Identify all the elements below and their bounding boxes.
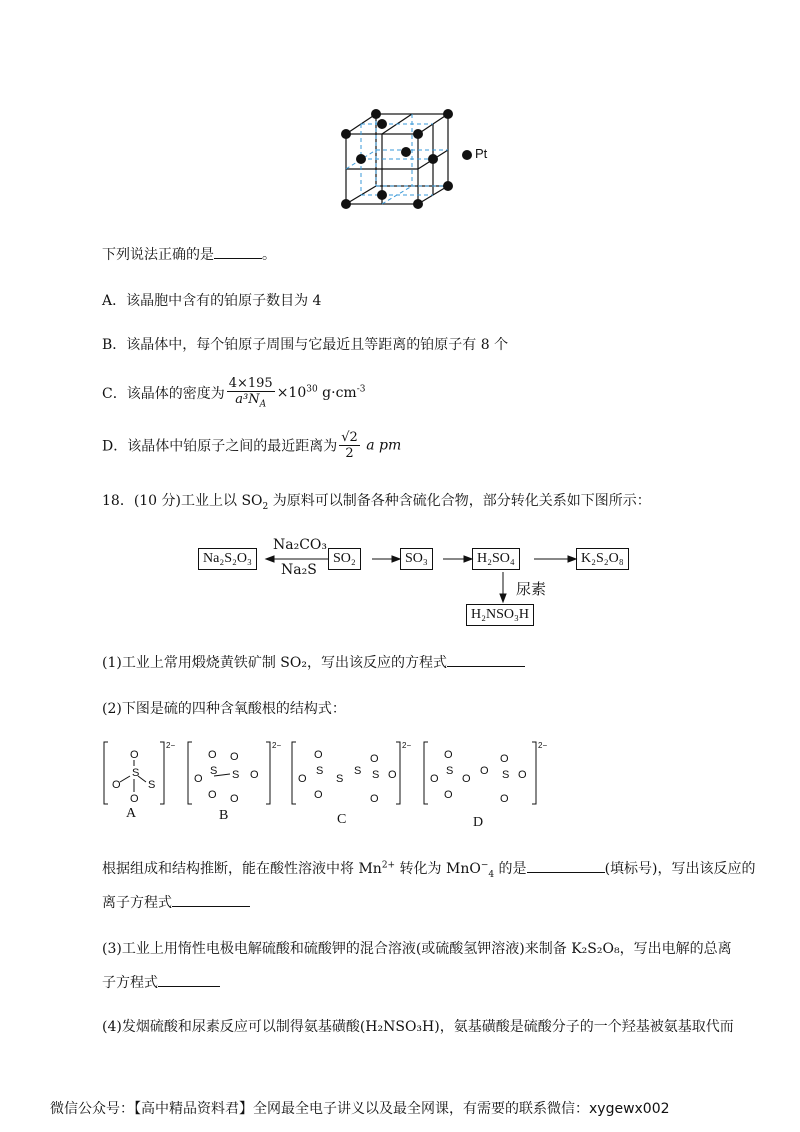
svg-text:O: O — [250, 769, 259, 781]
svg-text:S: S — [132, 767, 140, 779]
svg-text:O: O — [388, 769, 397, 781]
q18-part2b: 根据组成和结构推断，能在酸性溶液中将 $Mn^{2+}$ 转化为 MnO−$_4$ 的是 (填标号)，写出该反应的 — [102, 860, 756, 880]
q18-part2c: 离子方程式 — [102, 892, 250, 912]
svg-text:O: O — [430, 773, 439, 785]
svg-text:2−: 2− — [402, 741, 412, 750]
svg-text:O: O — [208, 749, 217, 761]
q17-option-d: D．该晶体中铂原子之间的最近距离为 $\frac{√2}{2}$ a pm — [102, 430, 402, 461]
struct-label-a: A — [126, 806, 137, 821]
svg-text:S: S — [372, 769, 380, 781]
q18-header: 18．(10 分)工业上以 $SO_2$ 为原料可以制备各种含硫化合物，部分转化关系如下图所示： — [102, 493, 651, 512]
svg-text:O: O — [444, 749, 453, 761]
struct-label-b: B — [219, 808, 229, 823]
svg-text:S: S — [232, 769, 240, 781]
svg-text:S: S — [354, 765, 362, 777]
q18-part3b: 子方程式 — [102, 972, 220, 992]
svg-text:O: O — [230, 751, 239, 763]
oxoanion-structures — [100, 738, 560, 833]
svg-text:O: O — [112, 779, 121, 791]
svg-text:S: S — [148, 779, 156, 791]
svg-text:O: O — [130, 749, 139, 761]
label-na2s: Na₂S — [281, 562, 317, 578]
svg-text:O: O — [194, 773, 203, 785]
pt-legend-label: Pt — [475, 146, 488, 161]
label-urea: 尿素 — [516, 580, 547, 598]
svg-text:O: O — [370, 793, 379, 805]
q18-part2: (2)下图是硫的四种含氧酸根的结构式： — [102, 701, 346, 717]
q18-part3a: (3)工业上用惰性电极电解硫酸和硫酸钾的混合溶液(或硫酸氢钾溶液)来制备 K₂S₂O₈，写出电解的总离 — [102, 941, 732, 957]
svg-text:O: O — [314, 749, 323, 761]
svg-text:2−: 2− — [272, 741, 282, 750]
svg-text:O: O — [500, 753, 509, 765]
box-so2: SO₂ — [328, 548, 361, 570]
box-k2s2o8: K₂S₂O₈ — [576, 548, 629, 570]
svg-text:O: O — [500, 793, 509, 805]
svg-text:S: S — [316, 765, 324, 777]
svg-text:O: O — [298, 773, 307, 785]
box-na2s2o3: Na₂S₂O₃ — [198, 548, 257, 570]
svg-text:S: S — [336, 773, 344, 785]
svg-text:S: S — [210, 765, 218, 777]
box-h2nso3h: H₂NSO₃H — [466, 604, 534, 626]
label-na2co3: Na₂CO₃ — [273, 537, 328, 553]
svg-text:O: O — [518, 769, 527, 781]
q17-option-a: A．该晶胞中含有的铂原子数目为 4 — [102, 293, 322, 309]
struct-label-d: D — [473, 815, 484, 830]
svg-text:O: O — [230, 793, 239, 805]
svg-text:O: O — [444, 789, 453, 801]
q17-option-c: C．该晶体的密度为 $\frac{4\times 195}{a^3N_A}$ $\times 10^{30}$ $g\cdot cm^{-3}$ — [102, 376, 366, 410]
svg-text:2−: 2− — [166, 741, 176, 750]
svg-text:S: S — [502, 769, 510, 781]
svg-text:O: O — [208, 789, 217, 801]
svg-text:2−: 2− — [538, 741, 548, 750]
box-so3: SO₃ — [400, 548, 433, 570]
q17-option-b: B．该晶体中，每个铂原子周围与它最近且等距离的铂原子有 8 个 — [102, 337, 509, 353]
svg-text:O: O — [314, 789, 323, 801]
q18-part4: (4)发烟硫酸和尿素反应可以制得氨基磺酸(H₂NSO₃H)，氨基磺酸是硫酸分子的一个羟基被氨基取代而 — [102, 1019, 734, 1035]
svg-text:O: O — [462, 773, 471, 785]
box-h2so4: H₂SO₄ — [472, 548, 520, 570]
svg-text:O: O — [130, 793, 139, 805]
footer-watermark: 微信公众号：【高中精品资料君】全网最全电子讲义以及最全网课，有需要的联系微信：xygewx002 — [50, 1101, 670, 1117]
q17-prompt: 下列说法正确的是 。 — [102, 247, 276, 263]
struct-label-c: C — [337, 812, 347, 827]
q18-part1: (1)工业上常用煅烧黄铁矿制 SO₂，写出该反应的方程式 — [102, 652, 525, 672]
svg-text:O: O — [370, 753, 379, 765]
svg-text:O: O — [480, 765, 489, 777]
svg-text:S: S — [446, 765, 454, 777]
